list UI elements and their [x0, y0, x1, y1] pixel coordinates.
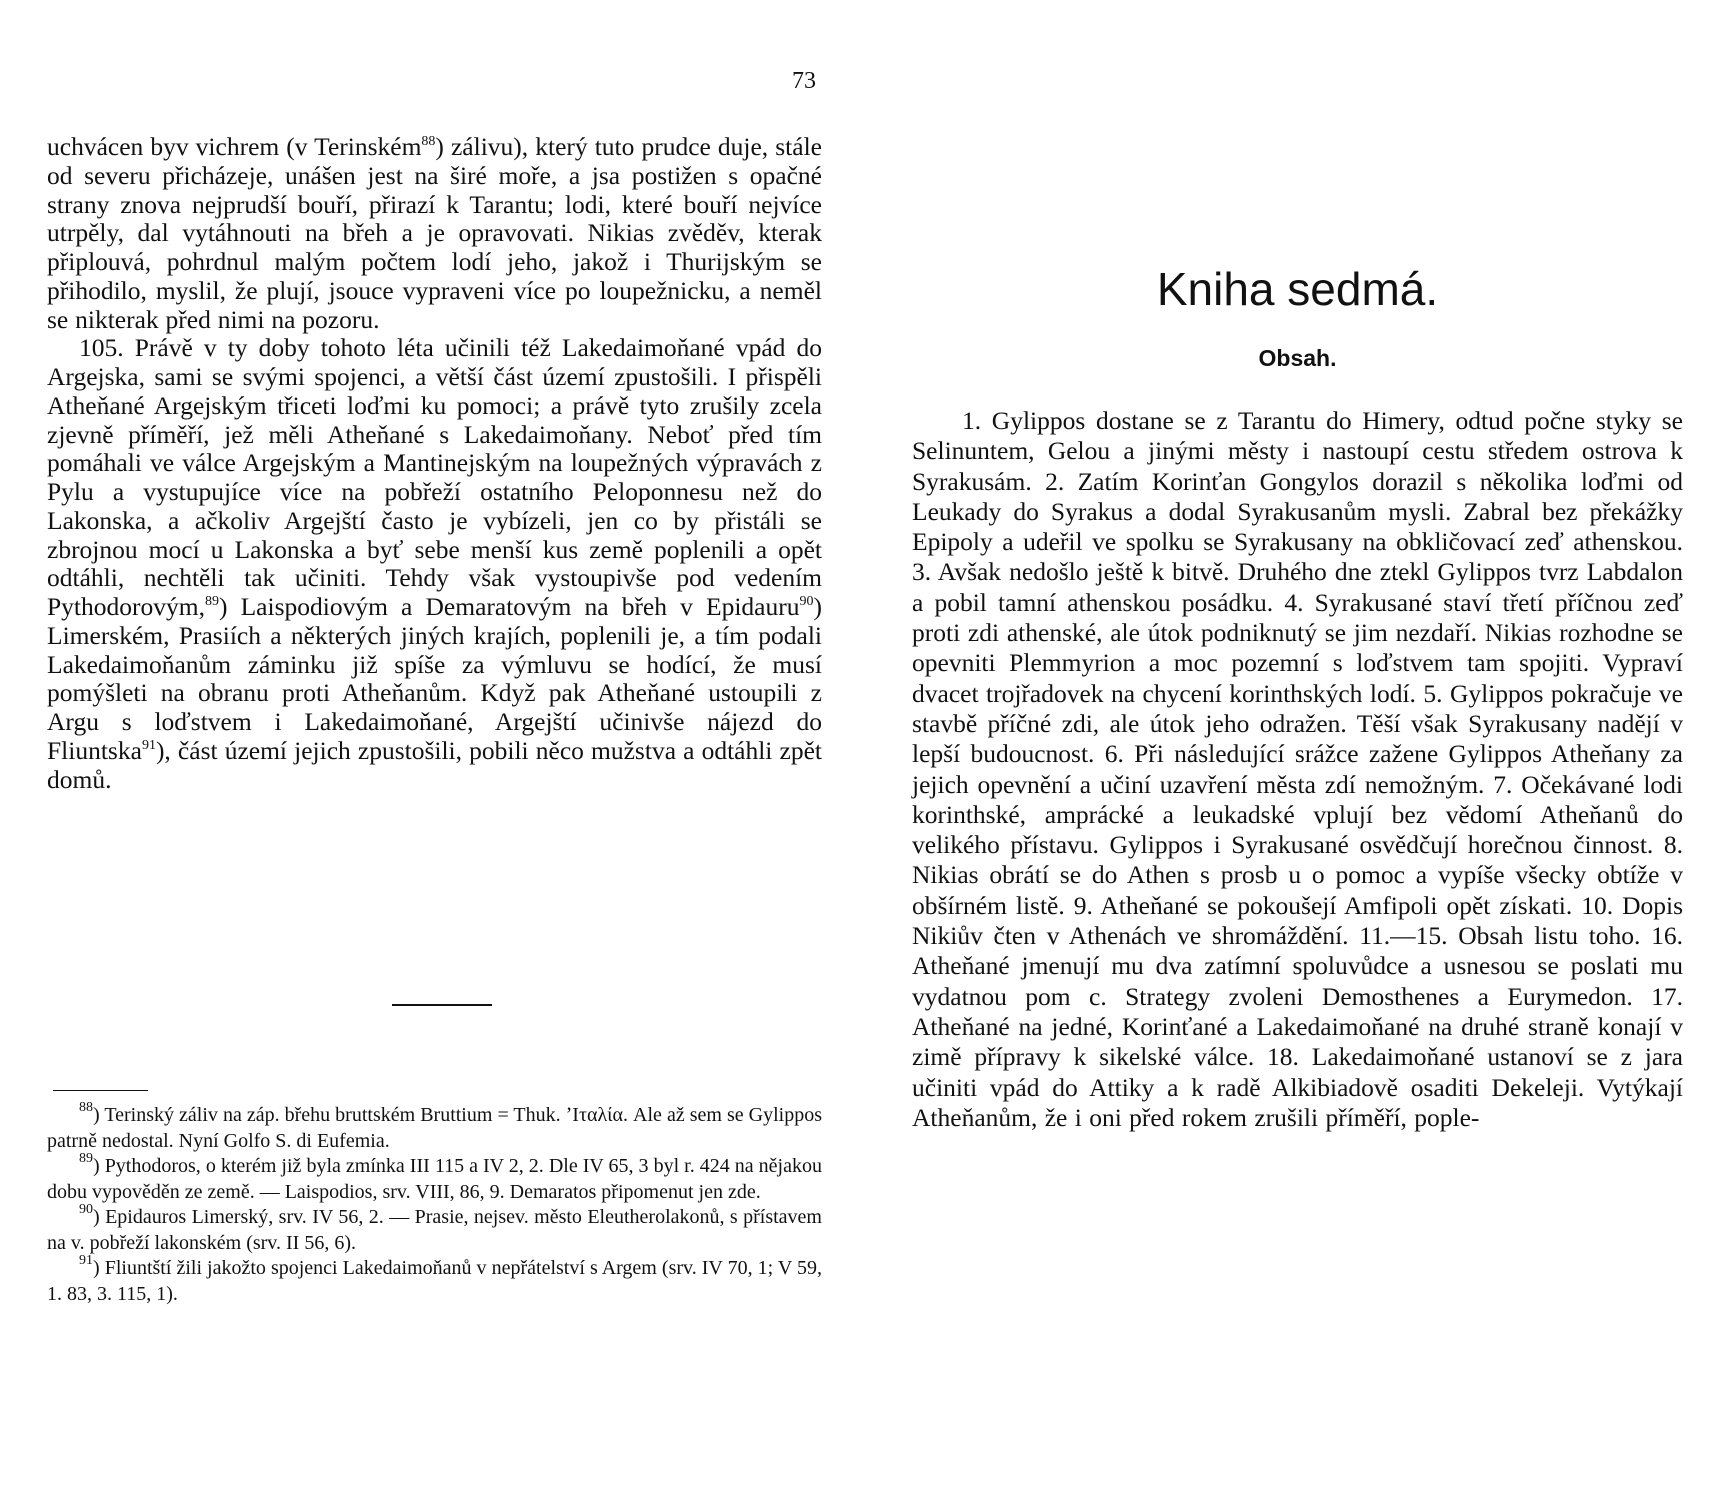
paragraph-text: 105. Právě v ty doby tohoto léta učinili též Lakedaimoňané vpád do Argejska, sami se svými spojenci, a větší část území zpustošili. I přispěli Atheňané Argejským třiceti loďmi ku pomoci; a právě tyto zrušily zcela zjevně příměří, jež měli Atheňané s Lakedaimoňany. Neboť před tím pomáhali ve válce Argejským a Mantinejským na loupežných výpravách z Pylu a vystupujíce více na pobřeží ostatního Peloponnesu než do Lakonska, a ačkoliv Argejští často je vybízeli, jen co by přistáli se zbrojnou mocí u Lakonska a byť sebe menší kus země poplenili a opět odtáhli, nechtěli tak učiniti. Tehdy však vystoupivše pod vedením Pythodorovým,: [47, 333, 822, 621]
paragraph-text: ), část území jejich zpustošili, pobili něco mužstva a odtáhli zpět domů.: [47, 735, 822, 794]
paragraph-text: ) Laispodiovým a Demaratovým na břeh v Epidauru: [218, 592, 800, 621]
left-page: [47, 0, 822, 1500]
footnote-marker: 91: [79, 1253, 93, 1268]
contents-summary: [912, 406, 1683, 1133]
contents-paragraph: 1. Gylippos dostane se z Tarantu do Himery, odtud počne styky se Selinuntem, Gelou a jinými městy i nastoupí cestu středem ostrova k Syrakusám. 2. Zatím Korinťan Gongylos dorazil s několika loďmi od Leukady do Syrakus a dodal Syrakusanům mysli. Zabral bez překážky Epipoly a udeřil ve spolku se Syrakusany na obkličovací zeď athenskou. 3. Avšak nedošlo ještě k bitvě. Druhého dne ztekl Gylippos tvrz Labdalon a pobil tamní athenskou posádku. 4. Syrakusané staví třetí příčnou zeď proti zdi athenské, ale útok podniknutý se jim nezdaří. Nikias rozhodne se opevniti Plemmyrion a moc pozemní s loďstvem tam spojiti. Vypraví dvacet trojřadovek na chycení korinthských lodí. 5. Gylippos pokračuje ve stavbě příčné zdi, ale útok jeho odražen. Těší však Syrakusany nadějí v lepší budoucnost. 6. Při následující srážce zažene Gylippos Atheňany za jejich opevnění a učiní uzavření města zdí nemožným. 7. Očekávané lodi korinthské, amprácké a leukadské vplují bez vědomí Atheňanů do velikého přístavu. Gylippos i Syrakusané osvědčují horečnou činnost. 8. Nikias obrátí se do Athen s prosb u o pomoc a vypíše všecky obtíže v obšírném listě. 9. Atheňané se pokoušejí Amfipoli opět získati. 10. Dopis Nikiův čten v Athenách ve shromáždění. 11.—15. Obsah listu toho. 16. Atheňané jmenují mu dva zatímní spoluvůdce a usnesou se poslati mu vydatnou pom c. Strategy zvoleni Demosthenes a Eurymedon. 17. Atheňané na jedné, Korinťané a Lakedaimoňané na druhé straně konají v zimě přípravy k sikelské válce. 18. Lakedaimoňané ustanoví se z jara učiniti vpád do Attiky a k radě Alkibiadově osaditi Dekeleji. Vytýkají Atheňanům, že i oni před rokem zrušili příměří, pople-: [912, 406, 1683, 1132]
footnote-ref-90[interactable]: 90: [799, 594, 814, 609]
paragraph-storm: [47, 133, 822, 334]
footnote-text: ) Pythodoros, o kterém již byla zmínka III 115 a IV 2, 2. Dle IV 65, 3 byl r. 424 na nějakou dobu vypověděn ze země. — Laispodios, srv. VIII, 86, 9. Demaratos připomenut jen zde.: [47, 1155, 822, 1203]
section-end-rule: [392, 1004, 492, 1006]
paragraph-text: ) zálivu), který tuto prudce duje, stále od severu přicházeje, unášen jest na širé moře, a jsa postižen s opačné strany znova nejprudší bouří, přirazí k Tarantu; lodi, které bouří nejvíce utrpěly, dal vytáhnouti na břeh a je opravovati. Nikias zvěděv, kterak připlouvá, pohrdnul malým počtem lodí jeho, jakož i Thurijským se přihodilo, myslil, že plují, jsouce vypraveni více po loupežnicku, a neměl se nikterak před nimi na pozoru.: [47, 132, 822, 334]
footnote-88: [47, 1100, 822, 1154]
footnote-text: ) Epidauros Limerský, srv. IV 56, 2. — Prasie, nejsev. město Eleutherolakonů, s přístavem na v. pobřeží lakonském (srv. II 56, 6).: [47, 1206, 822, 1254]
paragraph-text: ) Limerském, Prasiích a některých jiných krajích, poplenili je, a tím podali Lakedaimoňanům záminku již spíše za výmluvu se hodící, že musí pomýšleti na obranu proti Atheňanům. Když pak Atheňané ustoupili z Argu s loďstvem i Lakedaimoňané, Argejští učinivše nájezd do Fliuntska: [47, 592, 822, 765]
footnotes: [47, 1100, 822, 1307]
right-page: [912, 0, 1683, 1500]
footnote-marker: 90: [79, 1202, 93, 1217]
chapter-body-text: [47, 133, 822, 794]
footnote-ref-89[interactable]: 89: [204, 594, 219, 609]
footnote-ref-88[interactable]: 88: [421, 134, 436, 149]
footnote-separator: [53, 1090, 148, 1091]
paragraph-text: uchvácen byv vichrem (v Terinském: [47, 132, 422, 161]
book-title: Kniha sedmá.: [1156, 263, 1439, 315]
footnote-91: [47, 1253, 822, 1307]
paragraph-105: [47, 334, 822, 794]
footnote-90: [47, 1202, 822, 1256]
footnote-89: [47, 1151, 822, 1205]
footnote-text: ) Fliuntští žili jakožto spojenci Lakedaimoňanů v nepřátelství s Argem (srv. IV 70, 1; V 59, 1. 83, 3. 115, 1).: [47, 1257, 822, 1305]
footnote-marker: 89: [79, 1151, 93, 1166]
footnote-ref-91[interactable]: 91: [141, 737, 156, 753]
contents-heading: Obsah.: [1258, 345, 1337, 371]
page-number: 73: [792, 68, 816, 94]
footnote-text: ) Terinský záliv na záp. břehu bruttském Bruttium = Thuk. ʼΙταλία. Ale až sem se Gylippos patrně nedostal. Nyní Golfo S. di Eufemia.: [47, 1104, 822, 1152]
footnote-marker: 88: [79, 1100, 93, 1115]
